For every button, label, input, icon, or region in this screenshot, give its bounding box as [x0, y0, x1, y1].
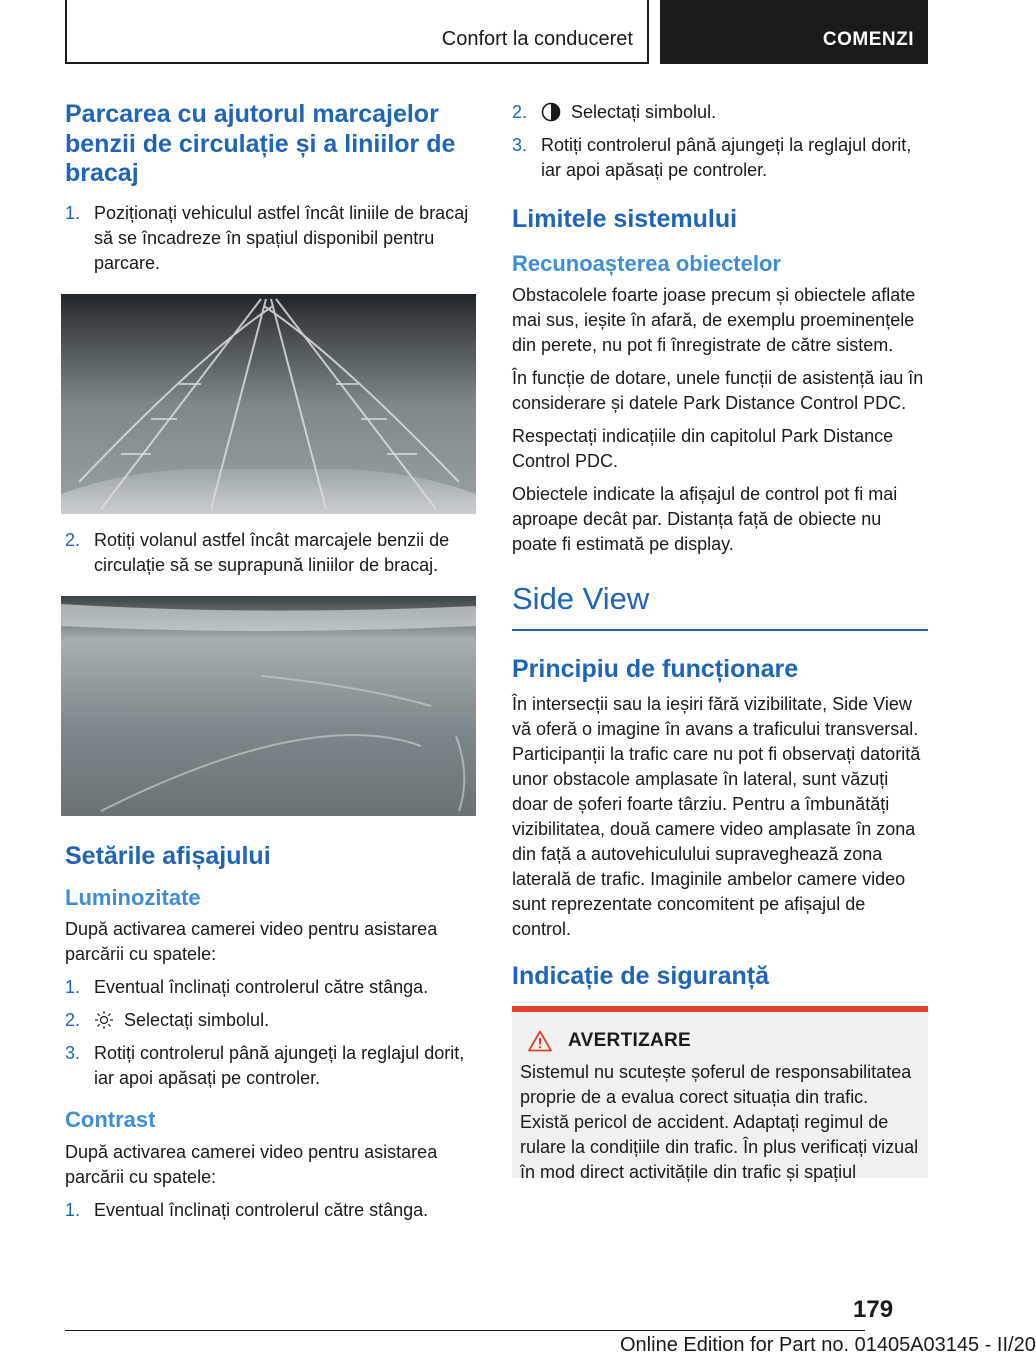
- paragraph: Respectați indicațiile din capitolul Park Distance Control PDC.: [512, 425, 894, 471]
- right-column: [512, 100, 928, 1182]
- principle-paragraph: În intersecții sau la ieșiri fără vizibilitate, Side View vă oferă o imagine în avans a traficului transversal. Participanții la trafic care nu pot fi observați datorită unor obstacole amplasate în lateral, sunt văzuți doar de șoferi foarte târziu. Pentru a îmbunătăți vizibilitatea, două camere video amplasate în zona din față a autovehiculului supraveghează zona laterală de trafic. Imaginile ambelor camere video sunt reprezentate concomitent pe afișajul de control.: [512, 694, 921, 940]
- list-item: [65, 1008, 476, 1033]
- camera-image-overlay: [61, 596, 476, 816]
- brightness-icon: [94, 1010, 114, 1030]
- step-text: Selectați simbolul.: [571, 102, 717, 122]
- list-item: [65, 975, 476, 1000]
- paragraph: Obstacolele foarte joase precum și obiectele aflate mai sus, ieșite în afară, de exemplu proeminențele din perete, nu pot fi înregistrate de către sistem.: [512, 284, 916, 355]
- footer-edition: [620, 1334, 1036, 1357]
- brightness-intro: După activarea camerei video pentru asistarea parcării cu spatele:: [65, 919, 438, 965]
- warning-triangle-icon: [528, 1030, 552, 1052]
- step-text: Rotiți controlerul până ajungeți la reglajul dorit, iar apoi apăsați pe controler.: [94, 1043, 465, 1089]
- steps-parking: [65, 201, 476, 276]
- list-item: [512, 100, 928, 125]
- list-item: [65, 528, 476, 578]
- contrast-icon: [541, 102, 561, 122]
- heading-system-limits: Limitele sistemului: [512, 205, 738, 233]
- left-column: [65, 100, 476, 1231]
- list-item: [65, 201, 476, 276]
- step-number: 2.: [65, 529, 81, 550]
- list-item: [512, 133, 928, 183]
- steps-brightness: [65, 975, 476, 1091]
- step-number: 1.: [65, 977, 81, 998]
- warning-header: [528, 1030, 920, 1052]
- chapter-tab: [660, 0, 928, 64]
- warning-text: Sistemul nu scutește șoferul de responsabilitatea proprie de a evalua corect situația din trafic. Există pericol de accident. Adaptați regimul de rulare la condițiile din trafic. În plus verificați vizual în mod direct activitățile din trafic și spațiul: [520, 1061, 919, 1182]
- heading-display-settings: Setările afișajului: [65, 841, 271, 870]
- step-number: 1.: [65, 202, 81, 223]
- step-number: 3.: [512, 135, 528, 155]
- step-text: Eventual înclinați controlerul către stânga.: [94, 1199, 429, 1220]
- step-text: Poziționați vehiculul astfel încât liniile de bracaj să se încadreze în spațiul disponibil pentru parcare.: [94, 202, 469, 273]
- contrast-intro: După activarea camerei video pentru asistarea parcării cu spatele:: [65, 1141, 438, 1187]
- step-text: Rotiți volanul astfel încât marcajele benzii de circulație să se suprapună liniilor de bracaj.: [94, 529, 450, 575]
- camera-image-guide-lines: [61, 294, 476, 514]
- step-text: Rotiți controlerul până ajungeți la reglajul dorit, iar apoi apăsați pe controler.: [541, 135, 912, 180]
- step-number: 3.: [65, 1043, 81, 1064]
- steps-parking-cont: [65, 528, 476, 578]
- list-item: [65, 1198, 476, 1223]
- section-tab: [65, 0, 649, 64]
- heading-parking: Parcarea cu ajutorul marcajelor benzii de circulație și a liniilor de bracaj: [65, 100, 456, 187]
- heading-brightness: Luminozitate: [65, 885, 201, 910]
- step-number: 2.: [512, 102, 528, 122]
- edition-text: Online Edition for Part no. 01405A03145 - II/20: [620, 1334, 1036, 1356]
- chapter-heading-side-view: Side View: [512, 581, 928, 631]
- list-item: [65, 1041, 476, 1091]
- footer-divider: [65, 1330, 865, 1331]
- steps-contrast-cont: [512, 100, 928, 183]
- page-number: 179: [853, 1296, 894, 1323]
- step-number: 2.: [65, 1010, 81, 1031]
- warning-title: AVERTIZARE: [568, 1029, 691, 1051]
- step-text: Eventual înclinați controlerul către stânga.: [94, 977, 429, 998]
- chapter-tab-label: COMENZI: [822, 29, 914, 50]
- warning-box: [512, 1006, 928, 1182]
- heading-safety-note: Indicație de siguranță: [512, 962, 770, 991]
- section-tab-label: Confort la conduceret: [441, 28, 633, 50]
- steps-contrast: [65, 1198, 476, 1223]
- page-header: [65, 0, 928, 64]
- paragraph: Obiectele indicate la afișajul de control pot fi mai aproape decât par. Distanța față de obiecte nu poate fi estimată pe display.: [512, 483, 898, 554]
- heading-object-recognition: Recunoașterea obiectelor: [512, 250, 781, 276]
- paragraph: În funcție de dotare, unele funcții de asistență iau în considerare și datele Park Distance Control PDC.: [512, 367, 924, 413]
- step-number: 1.: [65, 1199, 81, 1220]
- step-text: Selectați simbolul.: [124, 1010, 270, 1031]
- heading-contrast: Contrast: [65, 1107, 156, 1133]
- heading-function-principle: Principiu de funcționare: [512, 654, 799, 683]
